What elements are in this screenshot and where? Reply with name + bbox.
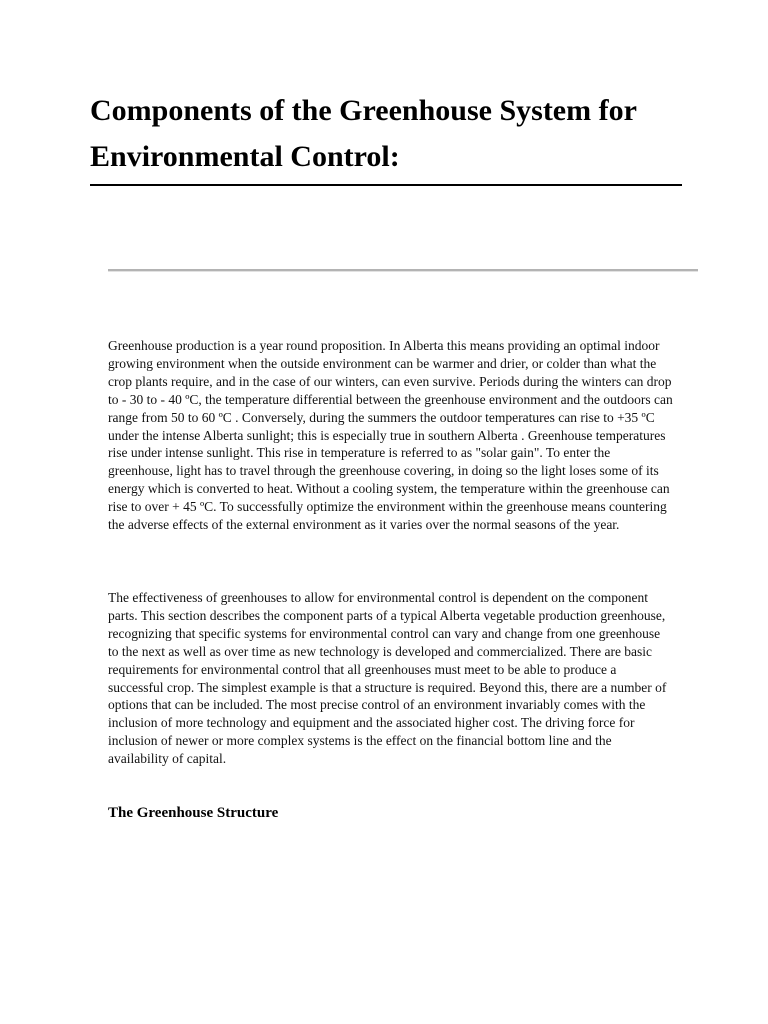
- page-title: Components of the Greenhouse System for Environmental Control:: [90, 88, 682, 186]
- intro-paragraph: Greenhouse production is a year round proposition. In Alberta this means providing an optimal indoor growing environment when the outside environment can be warmer and drier, or colder than what the crop plants require, and in the case of our winters, can even survive. Periods during the winters can drop to - 30 to - 40 ºC, the temperature differential between the greenhouse environment and the outdoors can range from 50 to 60 ºC . Conversely, during the summers the outdoor temperatures can rise to +35 ºC under the intense Alberta sunlight; this is especially true in southern Alberta . Greenhouse temperatures rise under intense sunlight. This rise in temperature is referred to as "solar gain". To enter the greenhouse, light has to travel through the greenhouse covering, in doing so the light loses some of its energy which is converted to heat. Without a cooling system, the temperature within the greenhouse can rise to over + 45 ºC. To successfully optimize the environment within the greenhouse means countering the adverse effects of the external environment as it varies over the normal seasons of the year.: [108, 338, 673, 533]
- section-heading: The Greenhouse Structure: [108, 805, 279, 821]
- horizontal-rule: [108, 269, 698, 272]
- components-paragraph: The effectiveness of greenhouses to allow for environmental control is dependent on the component parts. This section describes the component parts of a typical Alberta vegetable production greenhouse, recognizing that specific systems for environmental control can vary and change from one greenhouse to the next as well as over time as new technology is developed and commercialized. There are basic requirements for environmental control that all greenhouses must meet to be able to produce a successful crop. The simplest example is that a structure is required. Beyond this, there are a number of options that can be included. The most precise control of an environment invariably comes with the inclusion of more technology and equipment and the associated higher cost. The driving force for inclusion of newer or more complex systems is the effect on the financial bottom line and the availability of capital.: [108, 590, 667, 767]
